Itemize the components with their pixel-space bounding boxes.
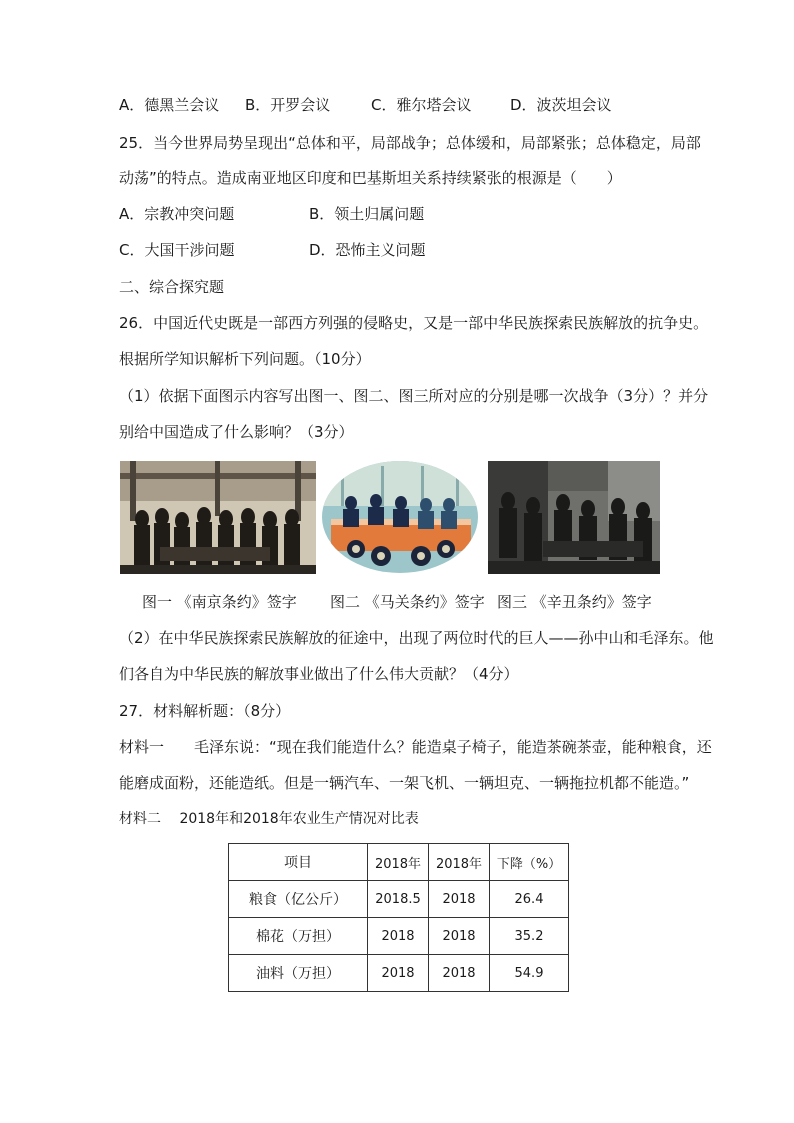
xinchou-treaty-photo [488,461,660,574]
table-cell: 26.4 [490,881,569,918]
section2-title: 二、综合探究题 [119,278,225,296]
table-cell: 2018 [368,918,429,955]
table-cell: 2018 [429,881,490,918]
q25-option-d: D．恐怖主义问题 [309,241,426,259]
q26-stem-line2: 根据所学知识解析下列问题。（10分） [119,350,371,368]
table-header-cell: 项目 [229,844,368,881]
q26-stem-line1: 26．中国近代史既是一部西方列强的侵略史，又是一部中华民族探索民族解放的抗争史。 [119,314,709,332]
table-cell: 2018.5 [368,881,429,918]
caption-figure1: 图一 《南京条约》签字 [142,593,297,611]
q25-stem-line2: 动荡”的特点。造成南亚地区印度和巴基斯坦关系持续紧张的根源是（ ） [119,169,622,187]
caption-figure3: 图三 《辛丑条约》签字 [497,593,652,611]
q26-sub2-line1: （2）在中华民族探索民族解放的征途中，出现了两位时代的巨人——孙中山和毛泽东。他 [119,629,714,647]
q25-option-b: B．领土归属问题 [309,205,425,223]
q24-option-a: A．德黑兰会议 [119,96,220,114]
table-cell: 2018 [368,955,429,992]
table-row [229,918,569,955]
table-header-cell: 2018年 [429,844,490,881]
q26-sub1-line1: （1）依据下面图示内容写出图一、图二、图三所对应的分别是哪一次战争（3分）？并分 [119,387,709,405]
q26-sub1-line2: 别给中国造成了什么影响？（3分） [119,423,354,441]
table-cell: 35.2 [490,918,569,955]
table-header-row [229,844,569,881]
q27-material1-line1: 材料一 毛泽东说：“现在我们能造什么？能造桌子椅子，能造茶碗茶壶，能种粮食，还 [119,738,712,756]
q24-option-d: D．波茨坦会议 [510,96,612,114]
table-cell: 2018 [429,918,490,955]
table-cell: 54.9 [490,955,569,992]
shimonoseki-treaty-painting [321,461,479,574]
caption-figure2: 图二 《马关条约》签字 [330,593,485,611]
table-row [229,955,569,992]
table-cell: 2018 [429,955,490,992]
q27-title: 27．材料解析题：（8分） [119,702,291,720]
q25-option-a: A．宗教冲突问题 [119,205,235,223]
nanjing-treaty-photo [120,461,316,574]
q26-sub2-line2: 们各自为中华民族的解放事业做出了什么伟大贡献？（4分） [119,665,519,683]
table-header-cell: 2018年 [368,844,429,881]
q27-material1-line2: 能磨成面粉，还能造纸。但是一辆汽车、一架飞机、一辆坦克、一辆拖拉机都不能造。” [119,774,690,792]
table-cell: 油料（万担） [229,955,368,992]
q25-stem-line1: 25．当今世界局势呈现出“总体和平，局部战争；总体缓和，局部紧张；总体稳定，局部 [119,134,701,152]
q27-material2-title: 材料二 2018年和2018年农业生产情况对比表 [119,811,419,827]
q24-option-c: C．雅尔塔会议 [371,96,472,114]
table-header-cell: 下降（%） [490,844,569,881]
q25-option-c: C．大国干涉问题 [119,241,235,259]
table-cell: 粮食（亿公斤） [229,881,368,918]
q24-option-b: B．开罗会议 [245,96,331,114]
table-cell: 棉花（万担） [229,918,368,955]
table-row [229,881,569,918]
agriculture-comparison-table [228,843,569,992]
